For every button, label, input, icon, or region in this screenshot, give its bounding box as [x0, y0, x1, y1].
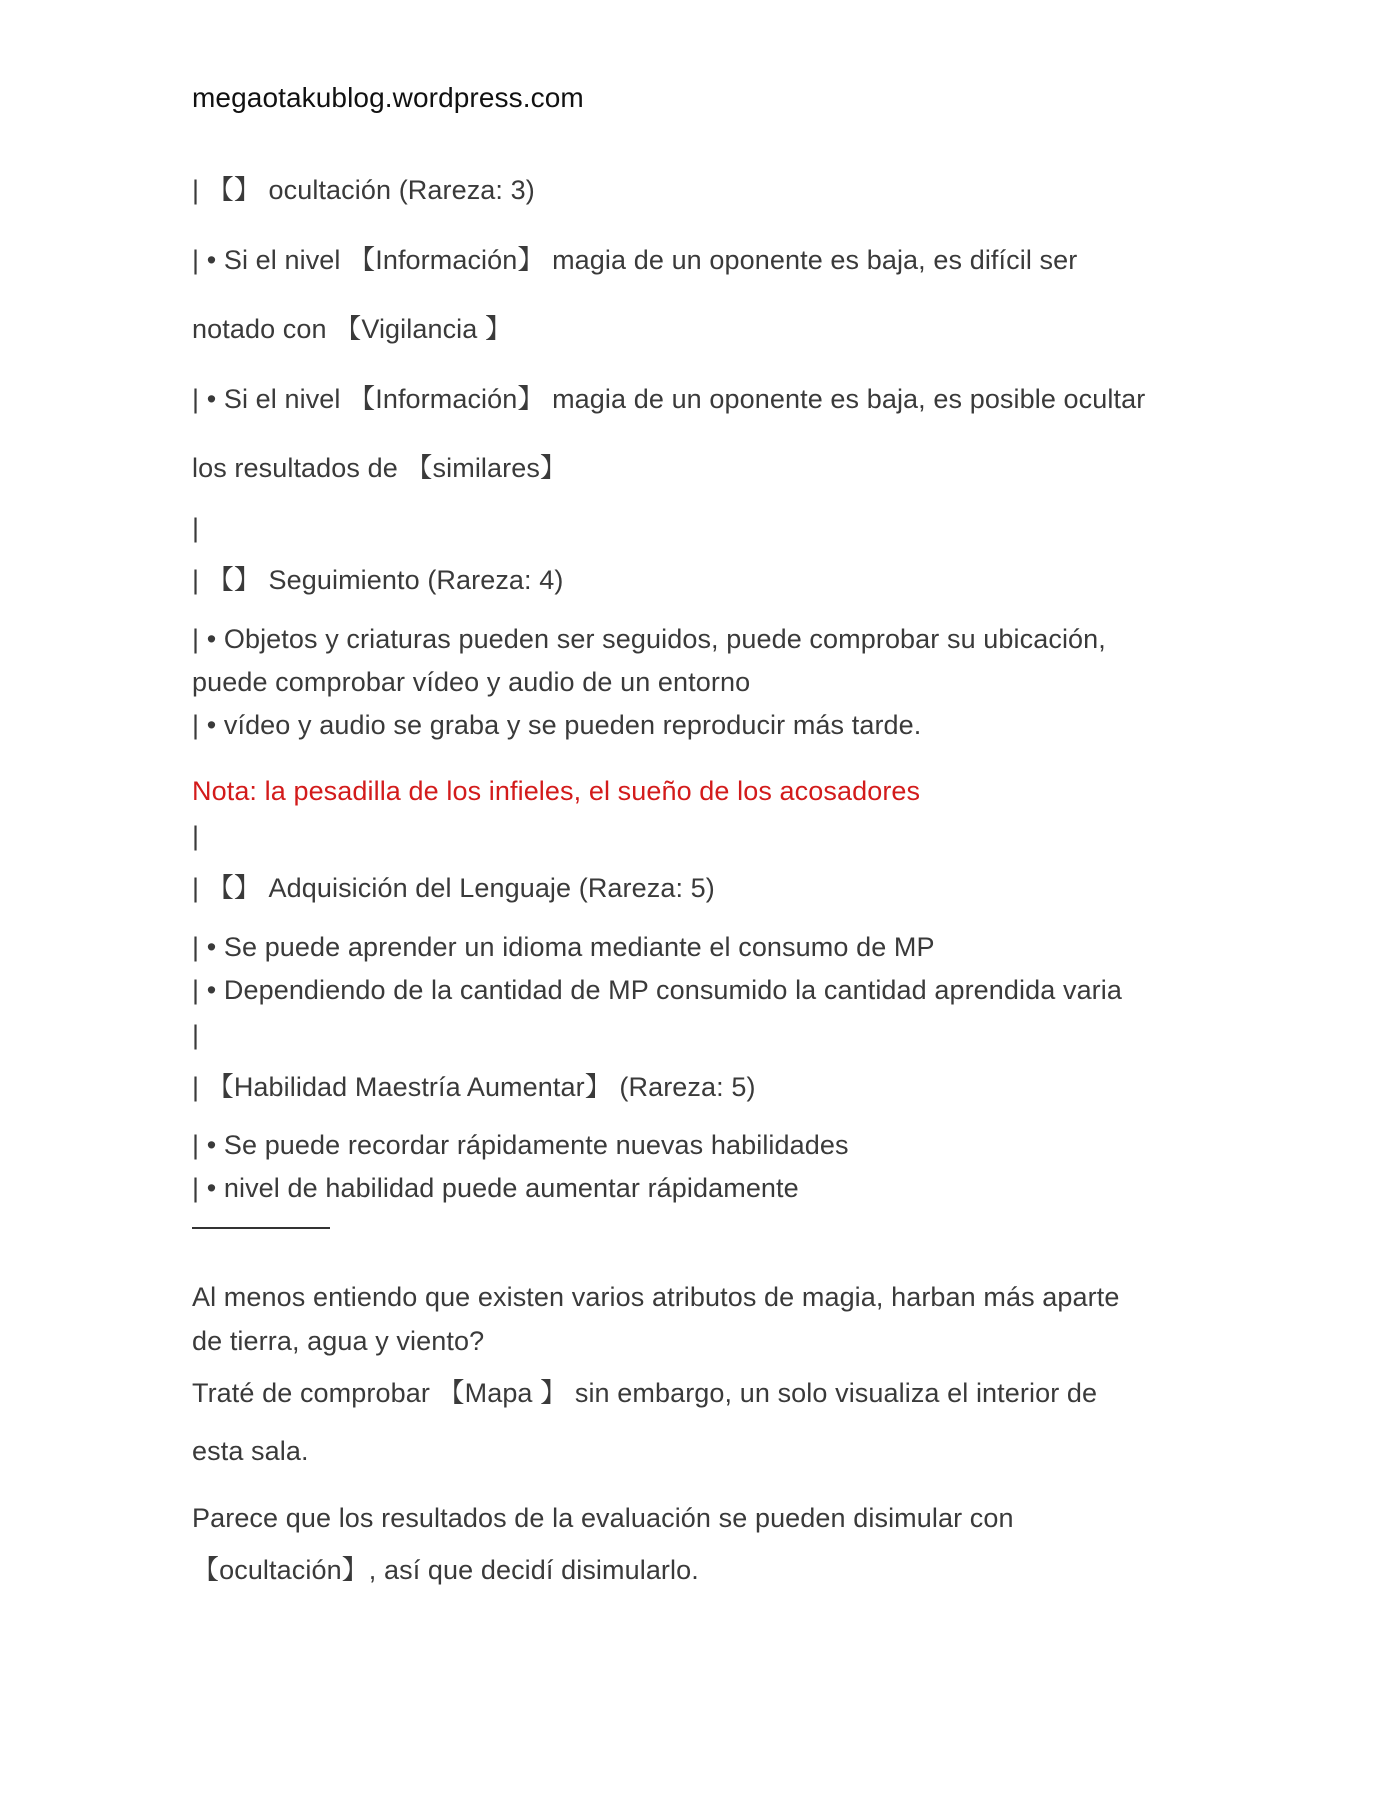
skill-title-adquisicion: | 【】 Adquisición del Lenguaje (Rareza: 5) [192, 873, 715, 903]
skill-desc-line: notado con 【Vigilancia 】 [192, 314, 513, 344]
skill-desc-line: | • Dependiendo de la cantidad de MP consumido la cantidad aprendida varia [192, 975, 1122, 1005]
skill-desc-line: | • Se puede recordar rápidamente nuevas habilidades [192, 1130, 849, 1160]
translator-note: Nota: la pesadilla de los infieles, el sueño de los acosadores [192, 776, 921, 806]
paragraph-line: 【ocultación】, así que decidí disimularlo. [192, 1555, 699, 1585]
skill-desc-line: | • Objetos y criaturas pueden ser seguidos, puede comprobar su ubicación, [192, 624, 1106, 654]
skill-desc-line: puede comprobar vídeo y audio de un entorno [192, 667, 751, 697]
skill-desc-line: | • nivel de habilidad puede aumentar rápidamente [192, 1173, 799, 1203]
separator-line: | [192, 821, 200, 851]
skill-desc-line: | • Si el nivel 【Información】 magia de un oponente es baja, es posible ocultar [192, 384, 1146, 414]
skill-title-seguimiento: | 【】 Seguimiento (Rareza: 4) [192, 565, 564, 595]
separator-line: | [192, 513, 200, 543]
skill-desc-line: los resultados de 【similares】 [192, 453, 568, 483]
skill-desc-line: | • Se puede aprender un idioma mediante el consumo de MP [192, 932, 935, 962]
section-divider [192, 1227, 330, 1229]
paragraph-line: Al menos entiendo que existen varios atributos de magia, harban más aparte [192, 1282, 1120, 1312]
separator-line: | [192, 1020, 200, 1050]
paragraph-line: esta sala. [192, 1436, 309, 1466]
paragraph-line: de tierra, agua y viento? [192, 1326, 485, 1356]
paragraph-line: Traté de comprobar 【Mapa 】 sin embargo, un solo visualiza el interior de [192, 1378, 1098, 1408]
site-header: megaotakublog.wordpress.com [192, 82, 584, 113]
paragraph-line: Parece que los resultados de la evaluación se pueden disimular con [192, 1503, 1014, 1533]
skill-title-maestria: | 【Habilidad Maestría Aumentar】 (Rareza: 5) [192, 1072, 756, 1102]
skill-desc-line: | • Si el nivel 【Información】 magia de un oponente es baja, es difícil ser [192, 245, 1078, 275]
skill-title-ocultacion: | 【】 ocultación (Rareza: 3) [192, 175, 535, 205]
skill-desc-line: | • vídeo y audio se graba y se pueden reproducir más tarde. [192, 710, 922, 740]
